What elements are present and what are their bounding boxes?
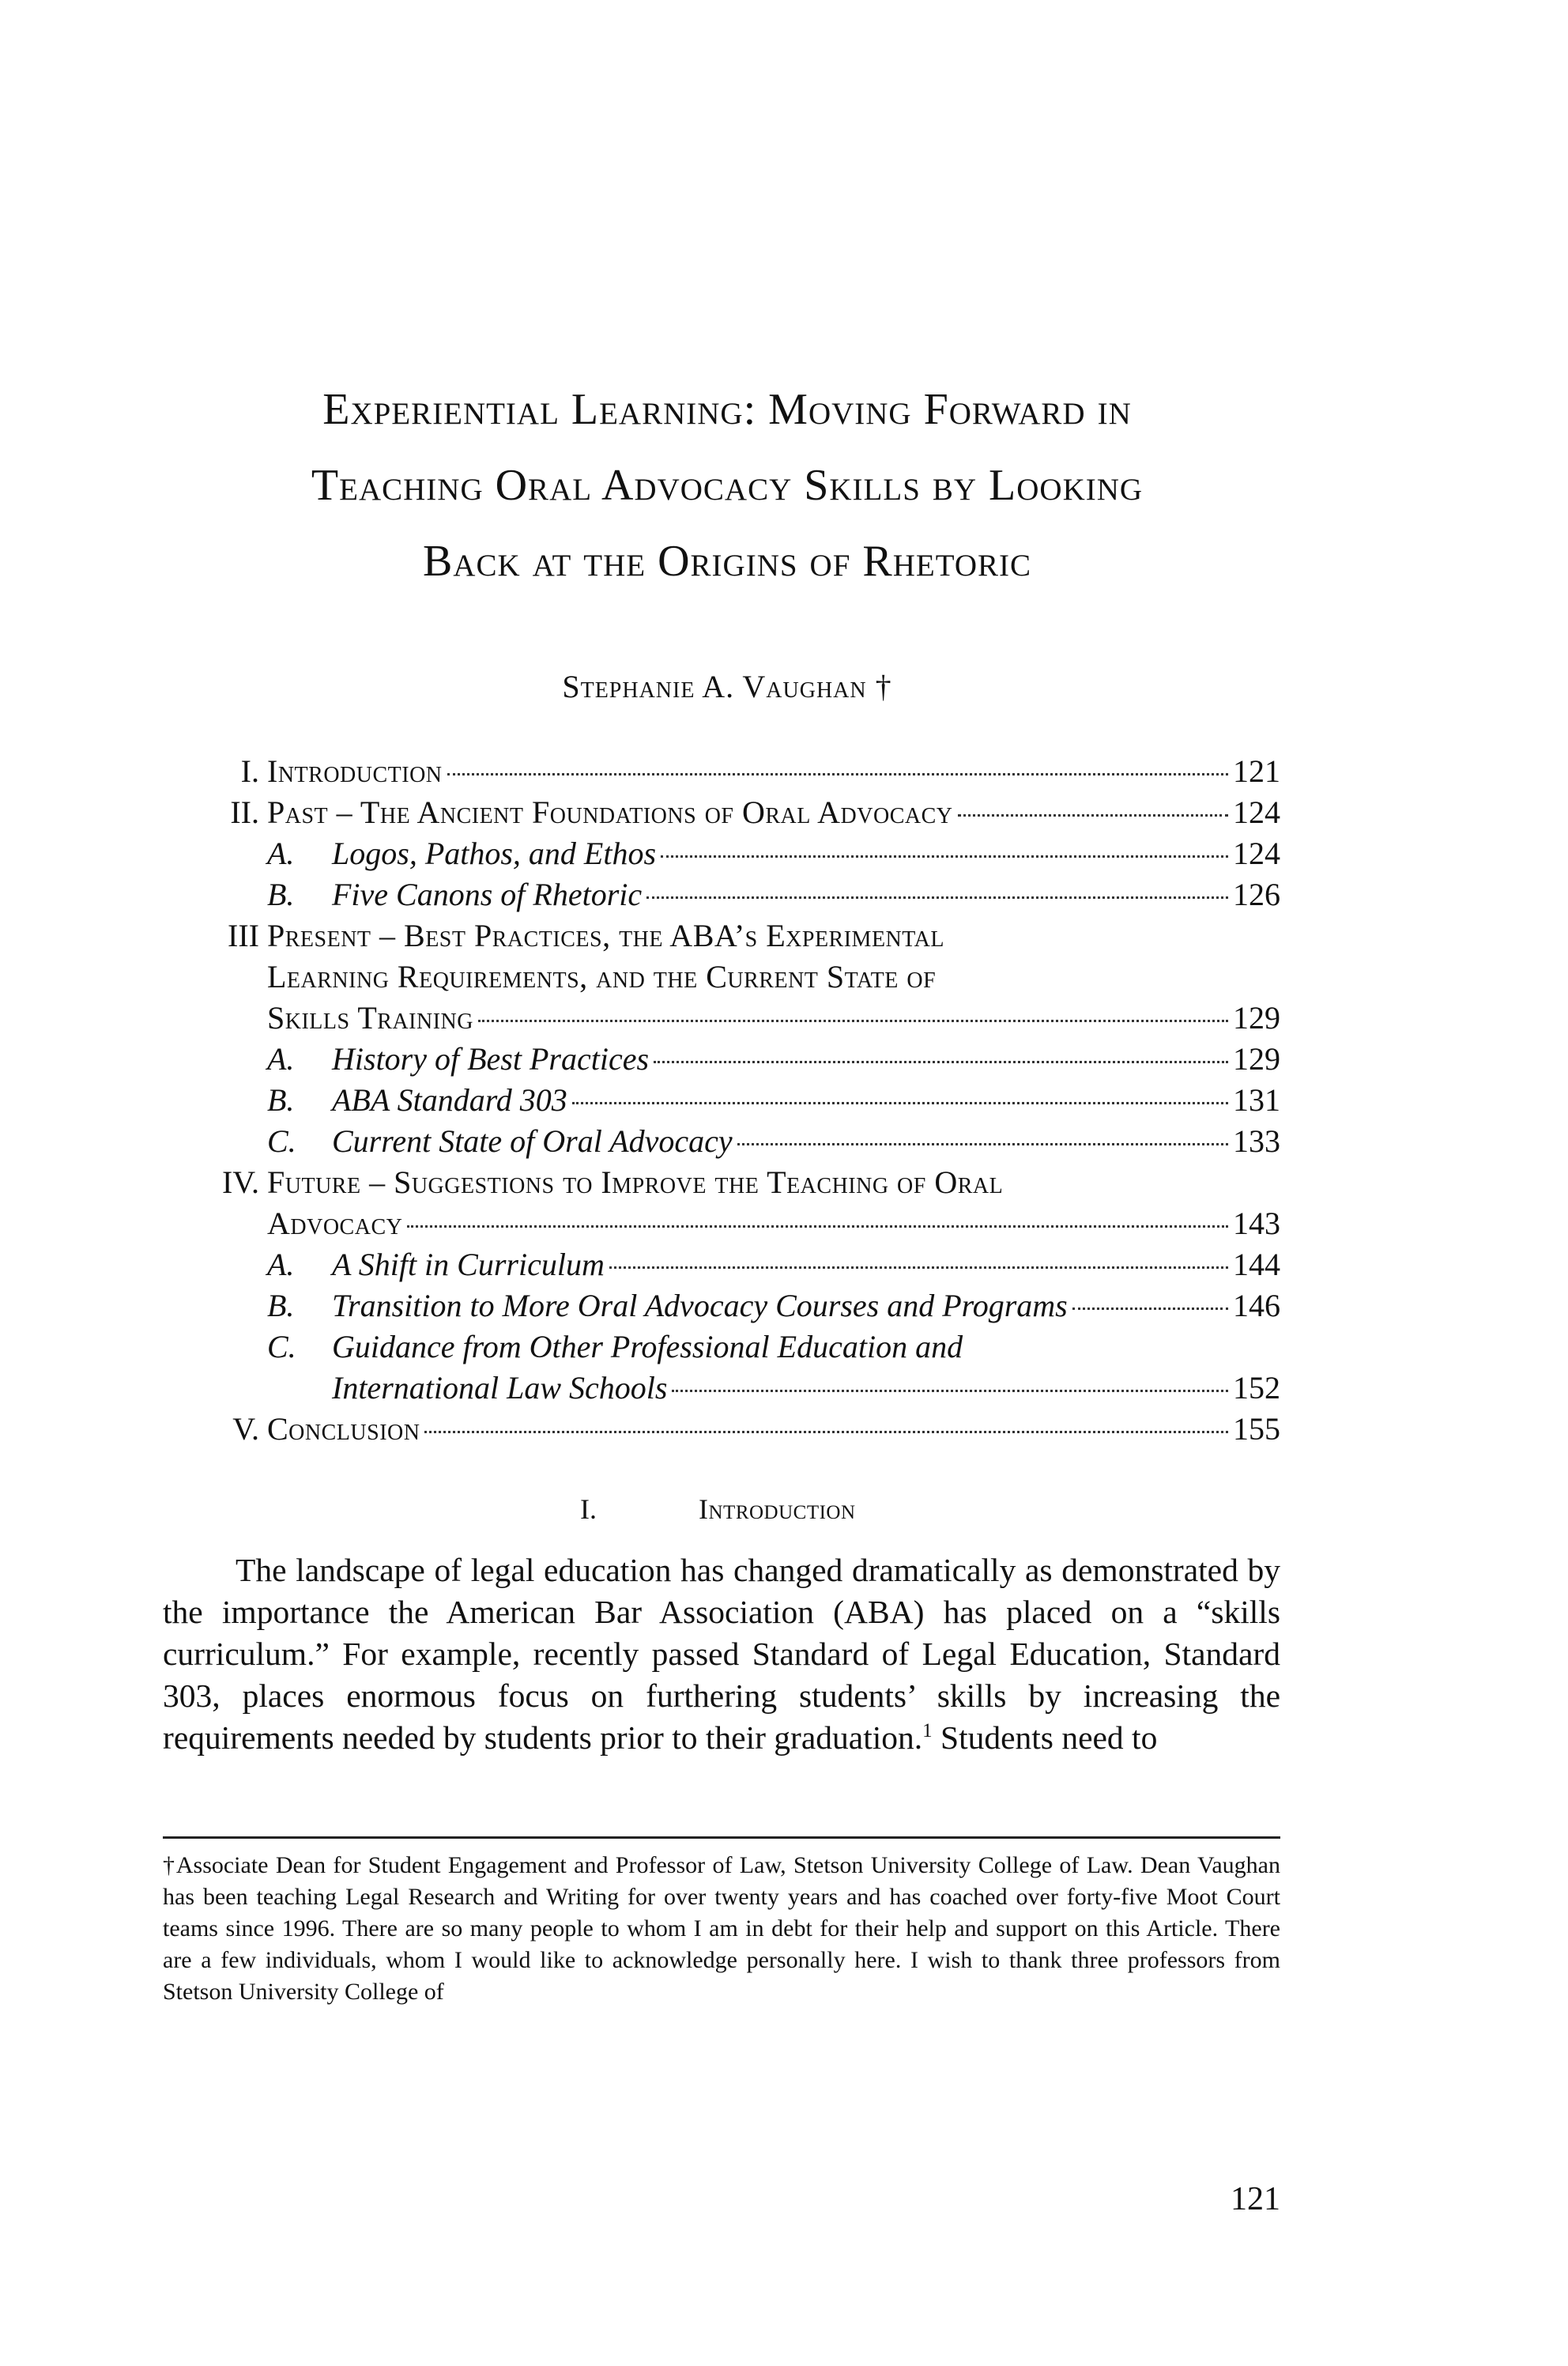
dot-leader bbox=[478, 1019, 1228, 1022]
toc-page: 124 bbox=[1233, 794, 1280, 830]
section-title: Introduction bbox=[699, 1493, 856, 1525]
toc-entry bbox=[158, 915, 1280, 957]
dot-leader bbox=[646, 896, 1228, 899]
dot-leader bbox=[654, 1060, 1228, 1063]
toc-subentry: A. History of Best Practices 129 bbox=[158, 1039, 1280, 1080]
toc-title: History of Best Practices bbox=[332, 1041, 650, 1077]
dot-leader bbox=[672, 1389, 1228, 1392]
toc-title-line-1: Guidance from Other Professional Education and bbox=[332, 1329, 963, 1364]
toc-page: 121 bbox=[1233, 753, 1280, 789]
toc-page: 155 bbox=[1233, 1411, 1280, 1447]
toc-page: 129 bbox=[1233, 1041, 1280, 1077]
body-text bbox=[163, 1549, 1280, 1759]
dot-leader bbox=[447, 772, 1228, 775]
toc-title: Five Canons of Rhetoric bbox=[332, 877, 643, 912]
toc-number: I. bbox=[240, 753, 259, 789]
toc-subentry: B. Five Canons of Rhetoric 126 bbox=[158, 874, 1280, 915]
toc-title-line-2: Advocacy bbox=[267, 1206, 403, 1241]
title-line-2: Teaching Oral Advocacy Skills by Looking bbox=[311, 461, 1144, 510]
toc-page: 152 bbox=[1233, 1370, 1280, 1406]
toc-title: A Shift in Curriculum bbox=[332, 1247, 605, 1282]
toc-title: Current State of Oral Advocacy bbox=[332, 1123, 733, 1159]
toc-entry-continuation bbox=[158, 998, 1280, 1039]
page-number: 121 bbox=[1231, 2181, 1280, 2217]
title-line-1: Experiential Learning: Moving Forward in bbox=[322, 385, 1132, 434]
dot-leader bbox=[737, 1142, 1228, 1145]
toc-entry bbox=[158, 792, 1280, 833]
toc-title: Logos, Pathos, and Ethos bbox=[332, 836, 657, 871]
dot-leader bbox=[1072, 1307, 1228, 1310]
toc-page: 131 bbox=[1233, 1082, 1280, 1118]
toc-subentry-continuation bbox=[158, 1368, 1280, 1409]
toc-title-line-1: Future – Suggestions to Improve the Teaching of Oral bbox=[267, 1164, 1004, 1200]
title-line-3: Back at the Origins of Rhetoric bbox=[422, 537, 1032, 586]
toc-title-line-2: Learning Requirements, and the Current State of bbox=[267, 959, 937, 994]
toc-title-line-1: Present – Best Practices, the ABA’s Experimental bbox=[267, 918, 944, 953]
toc-page: 146 bbox=[1233, 1288, 1280, 1323]
dot-leader bbox=[572, 1101, 1228, 1104]
toc-title: Past – The Ancient Foundations of Oral Advocacy bbox=[267, 794, 953, 830]
dot-leader bbox=[661, 855, 1228, 858]
toc-entry-continuation bbox=[158, 1203, 1280, 1244]
toc-entry bbox=[158, 1162, 1280, 1203]
toc-number: III bbox=[228, 918, 259, 953]
section-number: I. bbox=[580, 1493, 597, 1525]
toc-number: V. bbox=[232, 1411, 259, 1447]
toc-subentry: C. Guidance from Other Professional Education and bbox=[158, 1326, 1280, 1368]
toc-subentry: B. ABA Standard 303 131 bbox=[158, 1080, 1280, 1121]
body-paragraph bbox=[163, 1549, 1280, 1759]
toc-page: 124 bbox=[1233, 836, 1280, 871]
toc-page: 144 bbox=[1233, 1247, 1280, 1282]
toc-page: 143 bbox=[1233, 1206, 1280, 1241]
table-of-contents bbox=[158, 751, 1280, 1450]
dot-leader bbox=[958, 813, 1228, 817]
toc-title-line-2: International Law Schools bbox=[332, 1370, 668, 1406]
dot-leader bbox=[407, 1225, 1228, 1228]
toc-page: 126 bbox=[1233, 877, 1280, 912]
toc-title: ABA Standard 303 bbox=[332, 1082, 567, 1118]
toc-subentry: A. Logos, Pathos, and Ethos 124 bbox=[158, 833, 1280, 874]
toc-subentry: A. A Shift in Curriculum 144 bbox=[158, 1244, 1280, 1285]
dot-leader bbox=[609, 1266, 1228, 1269]
footnote: †Associate Dean for Student Engagement and Professor of Law, Stetson University College of Law. Dean Vaughan has been teaching Legal Research and Writing for over twenty years and has coached over forty-five Moot Court teams since 1996. There are so many people to whom I am in debt for their help and support on this Article. There are a few individuals, whom I would like to acknowledge personally here. I wish to thank three professors from Stetson University College of bbox=[163, 1852, 1280, 2005]
author-name: Stephanie A. Vaughan † bbox=[562, 669, 892, 704]
footnote-separator bbox=[163, 1836, 1280, 1839]
footnote-reference: 1 bbox=[922, 1720, 933, 1742]
toc-title: Introduction bbox=[267, 753, 443, 789]
toc-entry bbox=[158, 751, 1280, 792]
toc-title-line-3: Skills Training bbox=[267, 1000, 473, 1036]
toc-entry bbox=[158, 1409, 1280, 1450]
toc-number: IV. bbox=[221, 1164, 259, 1200]
toc-title: Conclusion bbox=[267, 1411, 420, 1447]
toc-title: Transition to More Oral Advocacy Courses and Programs bbox=[332, 1288, 1068, 1323]
toc-page: 133 bbox=[1233, 1123, 1280, 1159]
toc-subentry: C. Current State of Oral Advocacy 133 bbox=[158, 1121, 1280, 1162]
toc-number: II. bbox=[230, 794, 259, 830]
toc-page: 129 bbox=[1233, 1000, 1280, 1036]
paragraph-tail: Students need to bbox=[932, 1719, 1158, 1756]
toc-subentry: B. Transition to More Oral Advocacy Courses and Programs 146 bbox=[158, 1285, 1280, 1326]
toc-entry-continuation bbox=[158, 957, 1280, 998]
dot-leader bbox=[424, 1430, 1228, 1433]
article-title bbox=[158, 372, 1296, 599]
paragraph-text: The landscape of legal education has changed dramatically as demonstrated by the importance the American Bar Association (ABA) has placed on a “skills curriculum.” For example, recently passed Standard of Legal Education, Standard 303, places enormous focus on furthering students’ skills by increasing the requirements needed by students prior to their graduation. bbox=[163, 1552, 1280, 1756]
